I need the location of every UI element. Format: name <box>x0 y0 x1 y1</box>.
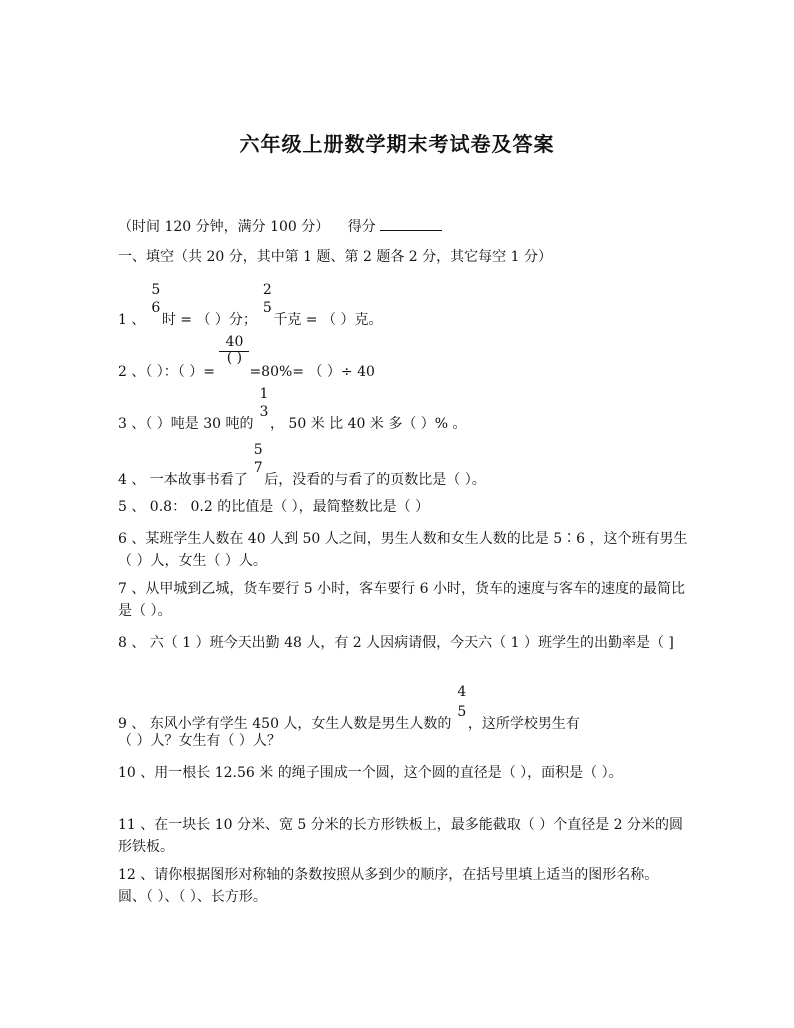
question-9-tail: ，这所学校男生有 <box>467 716 580 732</box>
question-1-part2: 千克 = （ ）克。 <box>273 312 383 328</box>
fraction-40-blank <box>219 334 249 376</box>
section-heading: 一、填空（共 20 分，其中第 1 题、第 2 题各 2 分，其它每空 1 分） <box>118 249 552 265</box>
question-10: 10 、用一根长 12.56 米 的绳子围成一个圆，这个圆的直径是（ ），面积是（ ）。 <box>118 765 623 781</box>
fraction-numerator: 4 <box>457 684 467 700</box>
question-1 <box>118 282 688 331</box>
question-9-lead: 9 、 东风小学有学生 450 人，女生人数是男生人数的 <box>118 716 452 732</box>
score-blank[interactable] <box>380 216 442 231</box>
question-2-lead: 2 、（ ）：（ ）= <box>118 364 215 380</box>
fraction-5-6 <box>150 282 162 324</box>
fraction-numerator: 5 <box>253 442 263 458</box>
fraction-numerator: 1 <box>259 386 269 402</box>
question-12: 12 、请你根据图形对称轴的条数按照从多到少的顺序，在括号里填上适当的图形名称。 圆、（ ）、（ ）、长方形。 <box>118 867 659 905</box>
question-4 <box>118 442 688 491</box>
fraction-2-5 <box>261 282 273 324</box>
question-6: 6 、某班学生人数在 40 人到 50 人之间，男生人数和女生人数的比是 5∶6 ，这个班有男生（ ）人，女生（ ）人。 <box>118 531 688 569</box>
question-4-tail: 后，没看的与看了的页数比是（ ）。 <box>264 472 486 488</box>
fraction-5-7 <box>252 442 264 484</box>
fraction-denominator: 6 <box>151 300 161 316</box>
fraction-denominator: ( ) <box>226 350 243 366</box>
question-4-lead: 4 、 一本故事书看了 <box>118 472 248 488</box>
question-2-tail: =80%= （ ）÷ 40 <box>249 364 375 380</box>
fraction-numerator: 40 <box>225 334 244 350</box>
fraction-4-5 <box>456 684 468 728</box>
score-label: 得分 <box>347 219 376 235</box>
fraction-denominator: 5 <box>457 704 467 720</box>
question-11: 11 、在一块长 10 分米、宽 5 分米的长方形铁板上，最多能截取（ ）个直径是 2 分米的圆形铁板。 <box>118 817 684 855</box>
question-8: 8 、 六（ 1 ）班今天出勤 48 人，有 2 人因病请假，今天六（ 1 ）班学生的出勤率是（ ] <box>118 635 674 651</box>
question-9-line2: （ ）人？女生有（ ）人？ <box>118 733 281 749</box>
page-title: 六年级上册数学期末考试卷及答案 <box>239 132 555 156</box>
fraction-numerator: 2 <box>262 282 272 298</box>
fraction-denominator: 5 <box>262 300 272 316</box>
time-score-info: （时间 120 分钟，满分 100 分） <box>118 219 330 235</box>
question-3 <box>118 386 688 435</box>
question-3-lead: 3 、（ ）吨是 30 吨的 <box>118 416 254 432</box>
exam-info <box>118 216 688 238</box>
question-1-part1: 时 = （ ）分； <box>161 312 257 328</box>
question-2 <box>118 334 688 383</box>
question-1-number: 1 、 <box>118 312 146 328</box>
fraction-denominator: 7 <box>253 460 263 476</box>
question-3-tail: ， 50 米 比 40 米 多（ ）% 。 <box>269 416 467 432</box>
fraction-1-3 <box>258 386 270 428</box>
fraction-numerator: 5 <box>151 282 161 298</box>
fraction-denominator: 3 <box>259 404 269 420</box>
question-7: 7 、从甲城到乙城，货车要行 5 小时，客车要行 6 小时，货车的速度与客车的速度的最简比是（ ）。 <box>118 581 685 619</box>
question-5: 5 、 0.8： 0.2 的比值是（ ），最简整数比是（ ） <box>118 499 430 515</box>
